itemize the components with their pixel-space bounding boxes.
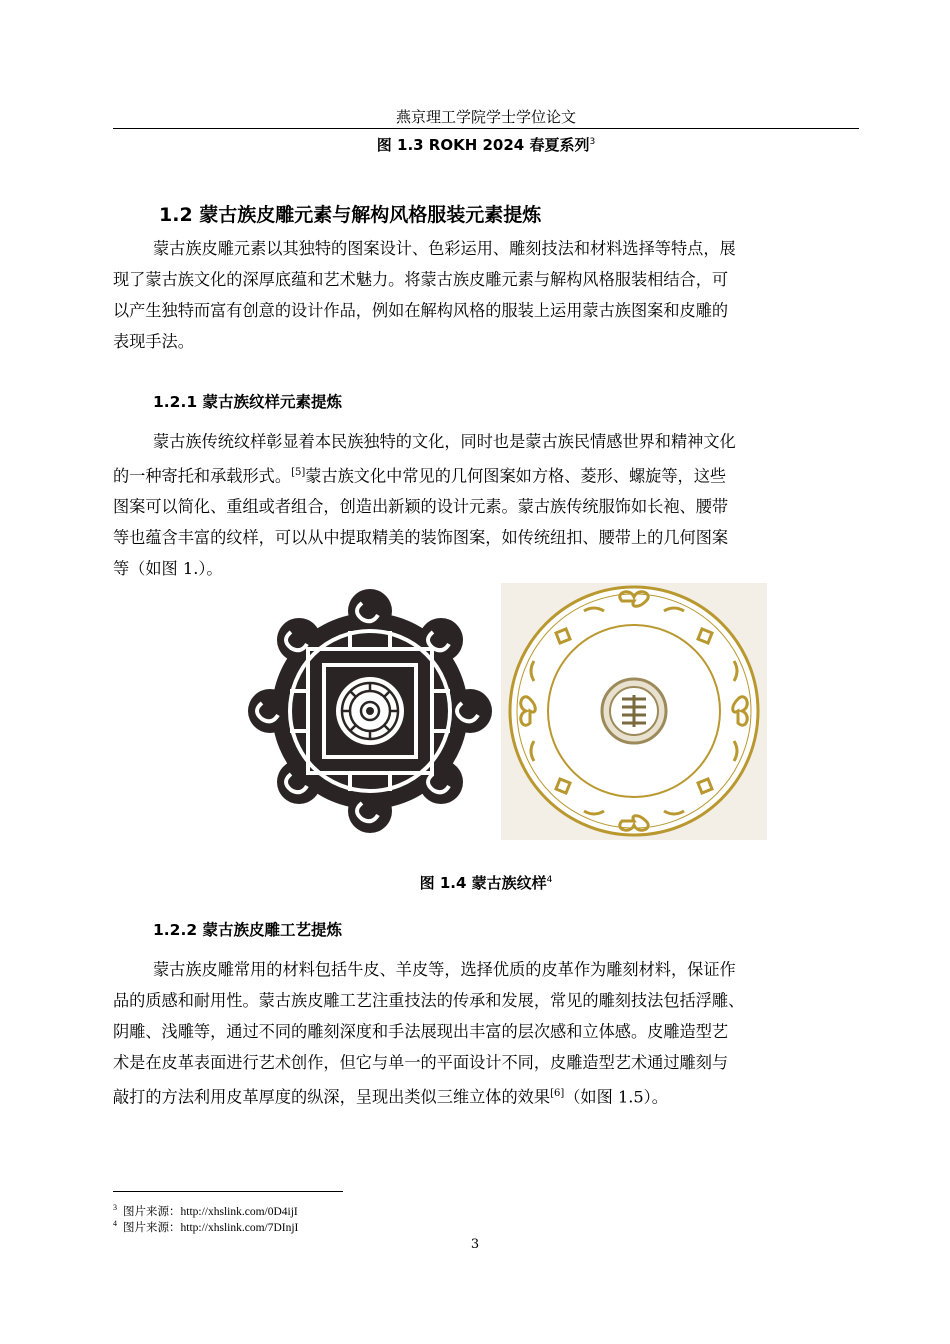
- mongolian-pattern-gold-image: [501, 583, 767, 840]
- para-3-line: [113, 1078, 859, 1112]
- page-number: 3: [470, 1237, 480, 1252]
- para-2-line: [113, 457, 859, 491]
- mongolian-pattern-black-image: [239, 583, 501, 840]
- footnote-divider: [113, 1191, 343, 1192]
- footnote-text: 图片来源：http://xhslink.com/7DInjI: [123, 1222, 299, 1234]
- para-2-text: 的一种寄托和承载形式。: [113, 466, 292, 486]
- paragraph-2: [113, 426, 859, 584]
- para-2-line: 等也蕴含丰富的纹样，可以从中提取精美的装饰图案，如传统纽扣、腰带上的几何图案: [113, 528, 729, 548]
- figure-1-4-caption: [113, 872, 859, 893]
- figure-1-4-label: 图 1.4 蒙古族纹样: [419, 874, 547, 892]
- para-3-line: 术是在皮革表面进行艺术创作，但它与单一的平面设计不同，皮雕造型艺术通过雕刻与: [113, 1053, 729, 1072]
- header-divider: [113, 128, 859, 129]
- para-1-line: 以产生独特而富有创意的设计作品，例如在解构风格的服装上运用蒙古族图案和皮雕的: [113, 301, 729, 320]
- para-3-line: 蒙古族皮雕常用的材料包括牛皮、羊皮等，选择优质的皮革作为雕刻材料，保证作: [153, 960, 736, 979]
- footnote-number: 3: [113, 1203, 117, 1213]
- section-1-2-heading: 1.2 蒙古族皮雕元素与解构风格服装元素提炼: [159, 204, 542, 226]
- para-2-line: 蒙古族传统纹样彰显着本民族独特的文化，同时也是蒙古族民情感世界和精神文化: [153, 432, 736, 451]
- para-1-line: 蒙古族皮雕元素以其独特的图案设计、色彩运用、雕刻技法和材料选择等特点，展: [153, 239, 736, 258]
- figure-1-3-label: 图 1.3 ROKH 2024 春夏系列: [376, 136, 590, 154]
- figure-1-3-caption: [113, 134, 859, 155]
- citation-6: [6]: [550, 1088, 565, 1099]
- mongolian-pattern-black-graphic: [239, 583, 501, 840]
- paragraph-3: [113, 954, 859, 1112]
- para-2-line: 等（如图 1.）。: [113, 559, 223, 579]
- footnote-4: [113, 1219, 298, 1235]
- footnote-number: 4: [113, 1219, 117, 1229]
- section-1-2-1-heading: 1.2.1 蒙古族纹样元素提炼: [153, 393, 343, 411]
- section-1-2-2-heading: 1.2.2 蒙古族皮雕工艺提炼: [153, 921, 343, 939]
- para-3-line: 品的质感和耐用性。蒙古族皮雕工艺注重技法的传承和发展，常见的雕刻技法包括浮雕、: [113, 991, 745, 1010]
- figure-1-3-note: 3: [589, 137, 596, 147]
- page-header: [113, 106, 859, 127]
- citation-5: [5]: [291, 467, 306, 478]
- para-3-text: （如图 1.5）。: [564, 1087, 668, 1107]
- mongolian-pattern-gold-graphic: [501, 583, 767, 840]
- para-2-text: 蒙古族文化中常见的几何图案如方格、菱形、螺旋等，这些: [305, 466, 727, 486]
- para-1-line: 表现手法。: [113, 332, 194, 351]
- header-title: 燕京理工学院学士学位论文: [395, 108, 576, 126]
- para-1-line: 现了蒙古族文化的深厚底蕴和艺术魅力。将蒙古族皮雕元素与解构风格服装相结合，可: [113, 270, 729, 289]
- para-2-line: 图案可以简化、重组或者组合，创造出新颖的设计元素。蒙古族传统服饰如长袍、腰带: [113, 497, 729, 517]
- para-3-line: 阴雕、浅雕等，通过不同的雕刻深度和手法展现出丰富的层次感和立体感。皮雕造型艺: [113, 1022, 729, 1041]
- paragraph-1: [113, 233, 859, 357]
- para-3-text: 敲打的方法利用皮革厚度的纵深，呈现出类似三维立体的效果: [113, 1087, 551, 1107]
- footnote-3: [113, 1203, 298, 1219]
- footnote-text: 图片来源：http://xhslink.com/0D4ijI: [123, 1206, 298, 1218]
- figure-1-4-note: 4: [546, 875, 553, 885]
